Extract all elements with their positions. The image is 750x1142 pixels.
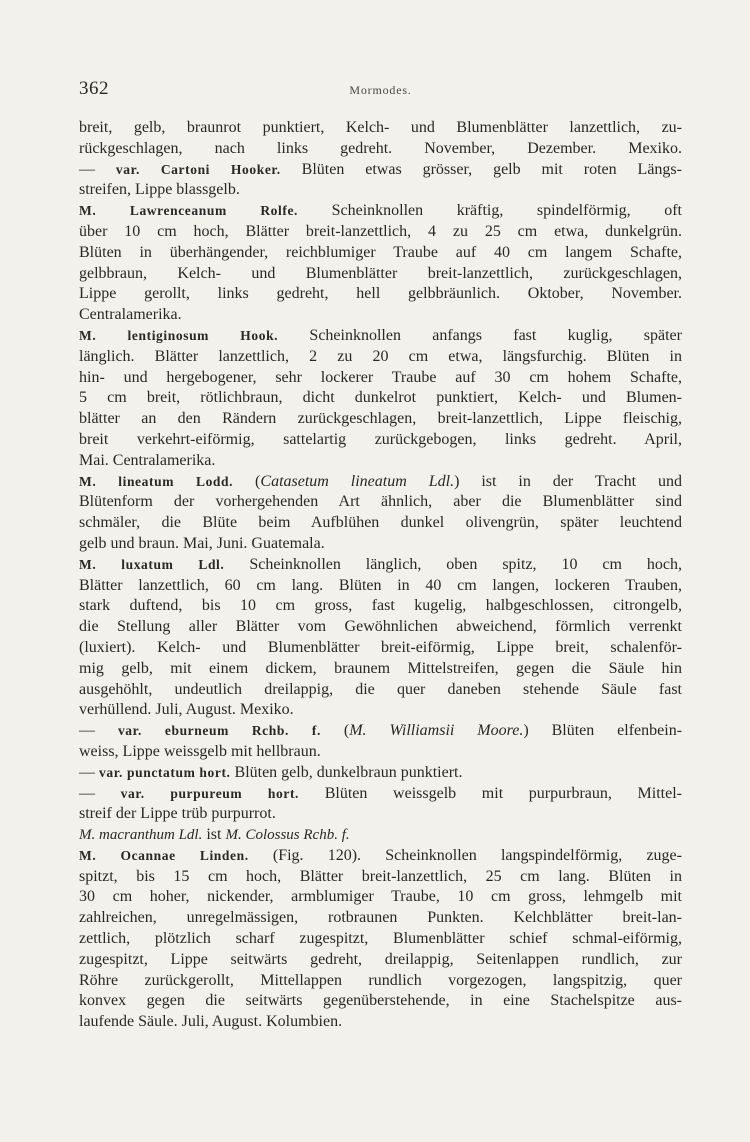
text-segment: — (79, 160, 116, 178)
text-line (79, 139, 682, 160)
text-segment: Blätter lanzettlich, 60 cm lang. Blüten in 40 cm langen, lockeren Trauben, (79, 576, 682, 594)
text-line (79, 347, 682, 368)
text-line (79, 368, 682, 389)
text-line (79, 555, 682, 576)
text-line (79, 305, 682, 326)
text-line (79, 472, 682, 493)
entry-heading: var. Cartoni Hooker. (115, 161, 281, 177)
text-line (79, 264, 682, 285)
entry-heading: var. punctatum hort. (99, 764, 231, 780)
text-line (79, 617, 682, 638)
text-line (79, 1012, 682, 1033)
entry-heading: M. macranthum Ldl. (79, 827, 203, 844)
text-segment: Blüten gelb, dunkelbraun punktiert. (230, 763, 463, 781)
text-line (79, 222, 682, 243)
text-segment: stark duftend, bis 10 cm gross, fast kugelig, halbgeschlossen, citrongelb, (79, 597, 682, 615)
text-segment: Blüten weissgelb mit purpurbraun, Mittel- (299, 784, 682, 802)
text-line (79, 160, 682, 181)
entry-heading: M. luxatum Ldl. (79, 556, 225, 572)
text-segment: breit, gelb, braunrot punktiert, Kelch- und Blumenblätter lanzettlich, zu- (79, 119, 682, 136)
text-line (79, 700, 682, 721)
running-title: Mormodes. (349, 83, 412, 97)
text-line (79, 680, 682, 701)
text-line (79, 409, 682, 430)
text-segment: ) Blüten elfenbein- (523, 722, 683, 740)
entry-heading: M. lineatum Lodd. (79, 473, 234, 489)
text-segment: (luxiert). Kelch- und Blumenblätter breit-eiförmig, Lippe breit, schalenför- (79, 638, 682, 656)
text-line (79, 388, 682, 409)
text-segment: hin- und hergebogener, sehr lockerer Traube auf 30 cm hohem Schafte, (79, 368, 682, 386)
text-segment: weiss, Lippe weissgelb mit hellbraun. (79, 742, 321, 760)
page-number: 362 (79, 78, 109, 99)
text-segment: Röhre zurückgerollt, Mittellappen rundlich vorgezogen, langspitzig, quer (79, 971, 682, 989)
text-segment: (Fig. 120). Scheinknollen langspindelförmig, zuge- (248, 846, 682, 864)
text-segment: die Stellung aller Blätter vom Gewöhnlichen abweichend, förmlich verrenkt (79, 618, 682, 636)
text-segment: Blüten in überhängender, reichblumiger Traube auf 40 cm langem Schafte, (79, 243, 682, 261)
text-segment: spitzt, bis 15 cm hoch, Blätter breit-lanzettlich, 25 cm lang. Blüten in (79, 867, 682, 885)
entry-heading: var. eburneum Rchb. f. (117, 723, 321, 739)
text-line (79, 659, 682, 680)
text-segment: — (79, 763, 99, 781)
synonym-text: M. Williamsii Moore. (349, 722, 524, 740)
text-line (79, 492, 682, 513)
text-segment: ( (320, 722, 350, 740)
entry-heading: M. lentiginosum Hook. (79, 327, 279, 343)
text-line (79, 430, 682, 451)
entry-heading: M. Lawrenceanum Rolfe. (79, 203, 299, 219)
text-line (79, 908, 682, 929)
text-line (79, 284, 682, 305)
text-segment: breit verkehrt-eiförmig, sattelartig zurückgebogen, links gedreht. April, (79, 430, 682, 448)
entry-heading: M. Colossus Rchb. f. (225, 827, 350, 844)
text-line (79, 243, 682, 264)
text-line (79, 721, 682, 742)
text-segment: zugespitzt, Lippe seitwärts gedreht, dreilappig, Seitenlappen rundlich, zur (79, 950, 682, 968)
text-segment: verhüllend. Juli, August. Mexiko. (79, 701, 294, 719)
text-line (79, 929, 682, 950)
text-line (79, 950, 682, 971)
text-segment: gelb und braun. Mai, Juni. Guatemala. (79, 534, 325, 552)
text-segment: — (79, 722, 118, 740)
text-line (79, 846, 682, 867)
text-segment: rückgeschlagen, nach links gedreht. November, Dezember. Mexiko. (79, 139, 682, 157)
text-segment: zettlich, plötzlich scharf zugespitzt, Blumenblätter schief schmal-eiförmig, (79, 930, 682, 948)
text-segment: zahlreichen, unregelmässigen, rotbraunen Punkten. Kelchblätter breit-lan- (79, 909, 682, 927)
text-segment: streif der Lippe trüb purpurrot. (79, 805, 276, 823)
text-segment: Centralamerika. (79, 306, 182, 324)
text-segment: 5 cm breit, rötlichbraun, dicht dunkelrot punktiert, Kelch- und Blumen- (79, 389, 682, 407)
text-segment: blätter an den Rändern zurückgeschlagen, breit-lanzettlich, Lippe fleischig, (79, 410, 682, 428)
text-segment: über 10 cm hoch, Blätter breit-lanzettlich, 4 zu 25 cm etwa, dunkelgrün. (79, 222, 682, 240)
text-line (79, 763, 682, 784)
entry-heading: M. Ocannae Linden. (79, 847, 249, 863)
text-segment: ausgehöhlt, undeutlich dreilappig, die quer daneben stehende Säule fast (79, 680, 682, 698)
text-segment: Scheinknollen kräftig, spindelförmig, oft (298, 202, 682, 220)
text-line (79, 201, 682, 222)
text-segment: länglich. Blätter lanzettlich, 2 zu 20 cm etwa, längsfurchig. Blüten in (79, 347, 682, 365)
text-segment: Scheinknollen länglich, oben spitz, 10 cm hoch, (224, 555, 682, 573)
text-segment: — (79, 784, 121, 802)
text-segment: 30 cm hoher, nickender, armblumiger Traube, 10 cm gross, lehmgelb mit (79, 888, 682, 906)
text-line (79, 742, 682, 763)
text-line (79, 326, 682, 347)
text-segment: Mai. Centralamerika. (79, 451, 216, 469)
text-segment: mig gelb, mit einem dickem, braunem Mittelstreifen, gegen die Säule hin (79, 659, 682, 677)
text-segment: Lippe gerollt, links gedreht, hell gelbbräunlich. Oktober, November. (79, 285, 682, 303)
text-segment: konvex gegen die seitwärts gegenüberstehende, in eine Stachelspitze aus- (79, 992, 682, 1010)
text-segment: gelbbraun, Kelch- und Blumenblätter breit-lanzettlich, zurückgeschlagen, (79, 264, 682, 282)
entry-heading: var. purpureum hort. (120, 785, 300, 801)
text-line (79, 971, 682, 992)
text-segment: Blütenform der vorhergehenden Art ähnlich, aber die Blumenblätter sind (79, 493, 682, 511)
text-segment: streifen, Lippe blassgelb. (79, 181, 240, 199)
text-segment: ( (233, 472, 261, 490)
text-line (79, 804, 682, 825)
text-line (79, 576, 682, 597)
text-line (79, 596, 682, 617)
text-segment: laufende Säule. Juli, August. Kolumbien. (79, 1013, 343, 1031)
text-segment: schmäler, die Blüte beim Aufblühen dunkel olivengrün, später leuchtend (79, 514, 682, 532)
text-line (79, 534, 682, 555)
text-line (79, 867, 682, 888)
text-segment: Scheinknollen anfangs fast kuglig, später (278, 326, 682, 344)
synonym-text: Catasetum lineatum Ldl. (260, 472, 455, 490)
text-segment: ) ist in der Tracht und (454, 472, 683, 490)
text-line (79, 451, 682, 472)
text-line (79, 784, 682, 805)
text-segment: ist (202, 826, 226, 844)
body-text (79, 118, 682, 1033)
text-segment: Blüten etwas grösser, gelb mit roten Längs- (280, 160, 682, 178)
text-line (79, 991, 682, 1012)
page-header (79, 78, 682, 102)
text-line (79, 887, 682, 908)
text-line (79, 180, 682, 201)
text-line (79, 638, 682, 659)
text-line (79, 118, 682, 139)
text-line (79, 513, 682, 534)
text-line (79, 825, 682, 846)
